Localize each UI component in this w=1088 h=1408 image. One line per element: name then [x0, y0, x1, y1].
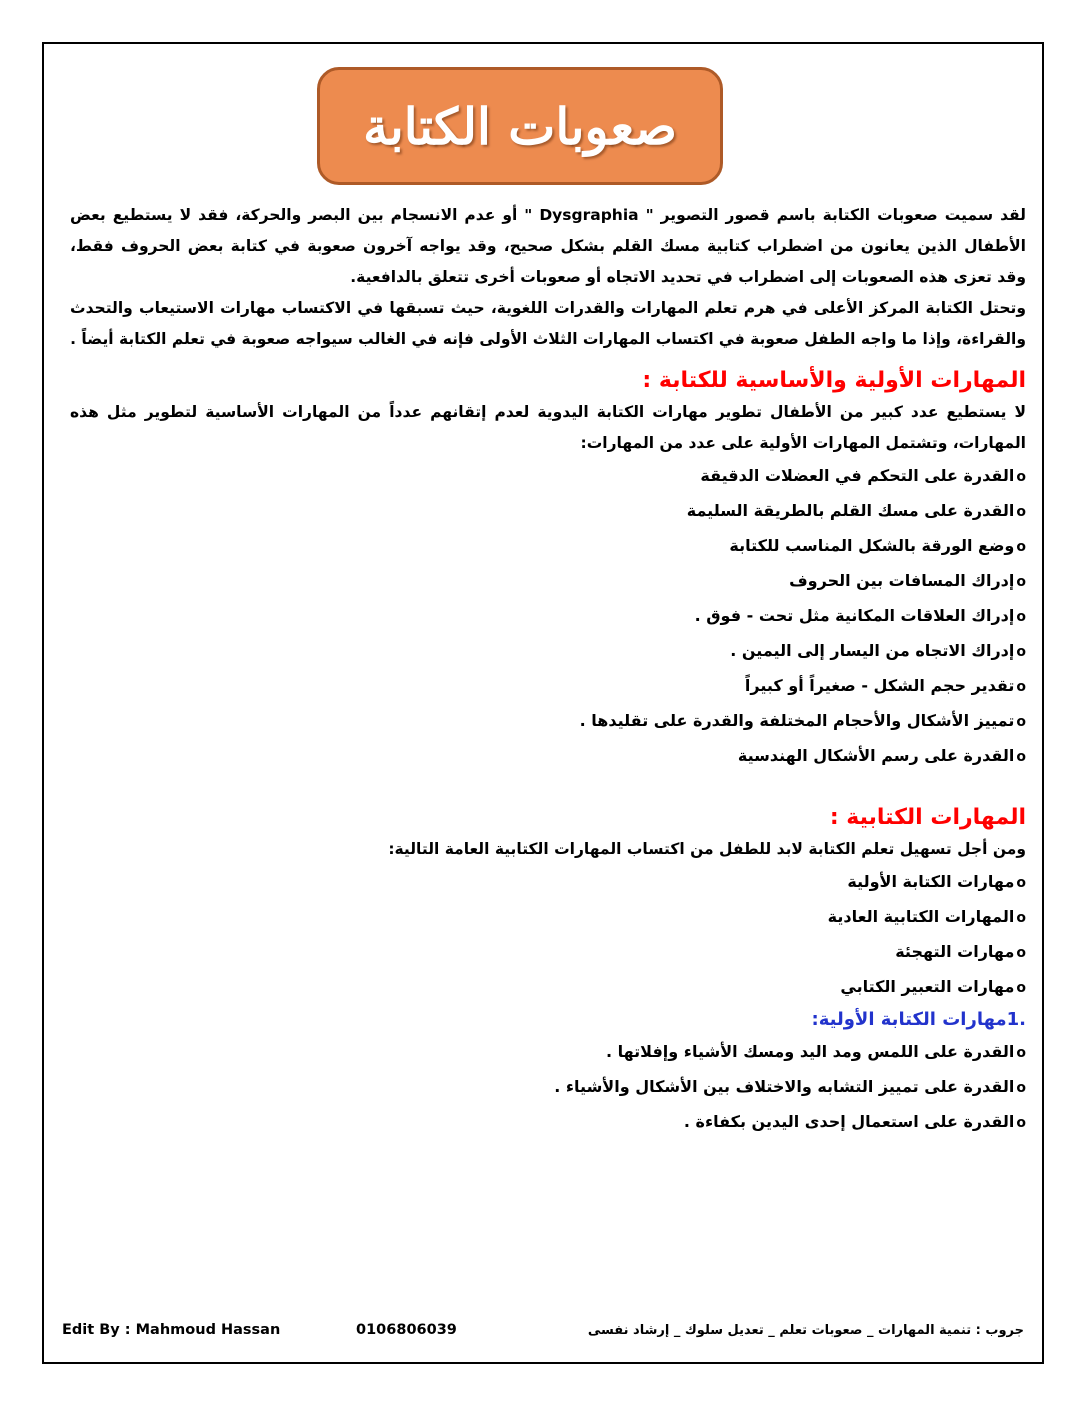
section-heading-basic-skills: المهارات الأولية والأساسية للكتابة :: [642, 368, 1026, 393]
list-item: o إدراك العلاقات المكانية مثل تحت - فوق .: [70, 599, 1026, 634]
list-item: o تقدير حجم الشكل - صغيراً أو كبيراً: [70, 669, 1026, 704]
bullet-icon: o: [1016, 609, 1026, 625]
intro-paragraph-1: لقد سميت صعوبات الكتابة باسم قصور التصوير " Dysgraphia " أو عدم الانسجام بين البصر والحركة، فقد لا يستطيع بعض الأطفال الذين يعانون من اضطراب كتابية مسك القلم بشكل صحيح، وقد يواجه آخرون صعوبة في كتابة بعض الحروف فقط، وقد تعزى هذه الصعوبات إلى اضطراب في تحديد الاتجاه أو صعوبات أخرى تتعلق بالدافعية.: [70, 206, 1027, 286]
basic-skills-list: [70, 459, 1026, 774]
bullet-icon: o: [1016, 1080, 1026, 1096]
list-item: o القدرة على رسم الأشكال الهندسية: [70, 739, 1026, 774]
writing-skills-list: [70, 865, 1026, 1005]
list-item: o مهارات التعبير الكتابي: [70, 970, 1026, 1005]
bullet-icon: o: [1016, 910, 1026, 926]
footer-author: Edit By : Mahmoud Hassan: [62, 1322, 281, 1338]
list-item: o مهارات التهجئة: [70, 935, 1026, 970]
bullet-icon: o: [1016, 469, 1026, 485]
bullet-icon: o: [1016, 945, 1026, 961]
bullet-icon: o: [1016, 1045, 1026, 1061]
list-item: o إدراك الاتجاه من اليسار إلى اليمين .: [70, 634, 1026, 669]
subheading-primary-writing-skills: .1مهارات الكتابة الأولية:: [811, 1009, 1026, 1030]
list-item: o القدرة على التحكم في العضلات الدقيقة: [70, 459, 1026, 494]
list-item: o القدرة على اللمس ومد اليد ومسك الأشياء وإفلاتها .: [70, 1035, 1026, 1070]
bullet-icon: o: [1016, 749, 1026, 765]
bullet-icon: o: [1016, 1115, 1026, 1131]
list-item: o المهارات الكتابية العادية: [70, 900, 1026, 935]
bullet-icon: o: [1016, 714, 1026, 730]
footer-group: جروب : تنمية المهارات _ صعوبات تعلم _ تعديل سلوك _ إرشاد نفسى: [587, 1323, 1024, 1338]
list-item: o إدراك المسافات بين الحروف: [70, 564, 1026, 599]
page-title: صعوبات الكتابة: [363, 96, 677, 156]
section-heading-writing-skills: المهارات الكتابية :: [829, 805, 1026, 830]
primary-writing-skills-list: [70, 1035, 1026, 1140]
bullet-icon: o: [1016, 679, 1026, 695]
bullet-icon: o: [1016, 574, 1026, 590]
list-item: o مهارات الكتابة الأولية: [70, 865, 1026, 900]
list-item: o تمييز الأشكال والأحجام المختلفة والقدرة على تقليدها .: [70, 704, 1026, 739]
bullet-icon: o: [1016, 875, 1026, 891]
section1-paragraph: لا يستطيع عدد كبير من الأطفال تطوير مهارات الكتابة اليدوية لعدم إتقانهم عدداً من المهارات الأساسية لتطوير مثل هذه المهارات، وتشتمل المهارات الأولية على عدد من المهارات:: [70, 403, 1026, 452]
list-item: o القدرة على تمييز التشابه والاختلاف بين الأشكال والأشياء .: [70, 1070, 1026, 1105]
intro-paragraph-2: وتحتل الكتابة المركز الأعلى في هرم تعلم المهارات والقدرات اللغوية، حيث تسبقها في الاكتساب مهارات الاستيعاب والتحدث والقراءة، وإذا ما واجه الطفل صعوبة في اكتساب المهارات الثلاث الأولى فإنه في الغالب سيواجه صعوبة في تعلم الكتابة أيضاً .: [70, 299, 1026, 348]
footer-phone: 0106806039: [356, 1322, 457, 1338]
list-item: o القدرة على مسك القلم بالطريقة السليمة: [70, 494, 1026, 529]
section2-paragraph: ومن أجل تسهيل تعلم الكتابة لابد للطفل من اكتساب المهارات الكتابية العامة التالية:: [388, 840, 1026, 858]
title-banner: [317, 67, 723, 185]
bullet-icon: o: [1016, 504, 1026, 520]
document-body: [70, 200, 1026, 1140]
bullet-icon: o: [1016, 644, 1026, 660]
list-item: o وضع الورقة بالشكل المناسب للكتابة: [70, 529, 1026, 564]
bullet-icon: o: [1016, 539, 1026, 555]
list-item: o القدرة على استعمال إحدى اليدين بكفاءة .: [70, 1105, 1026, 1140]
bullet-icon: o: [1016, 980, 1026, 996]
